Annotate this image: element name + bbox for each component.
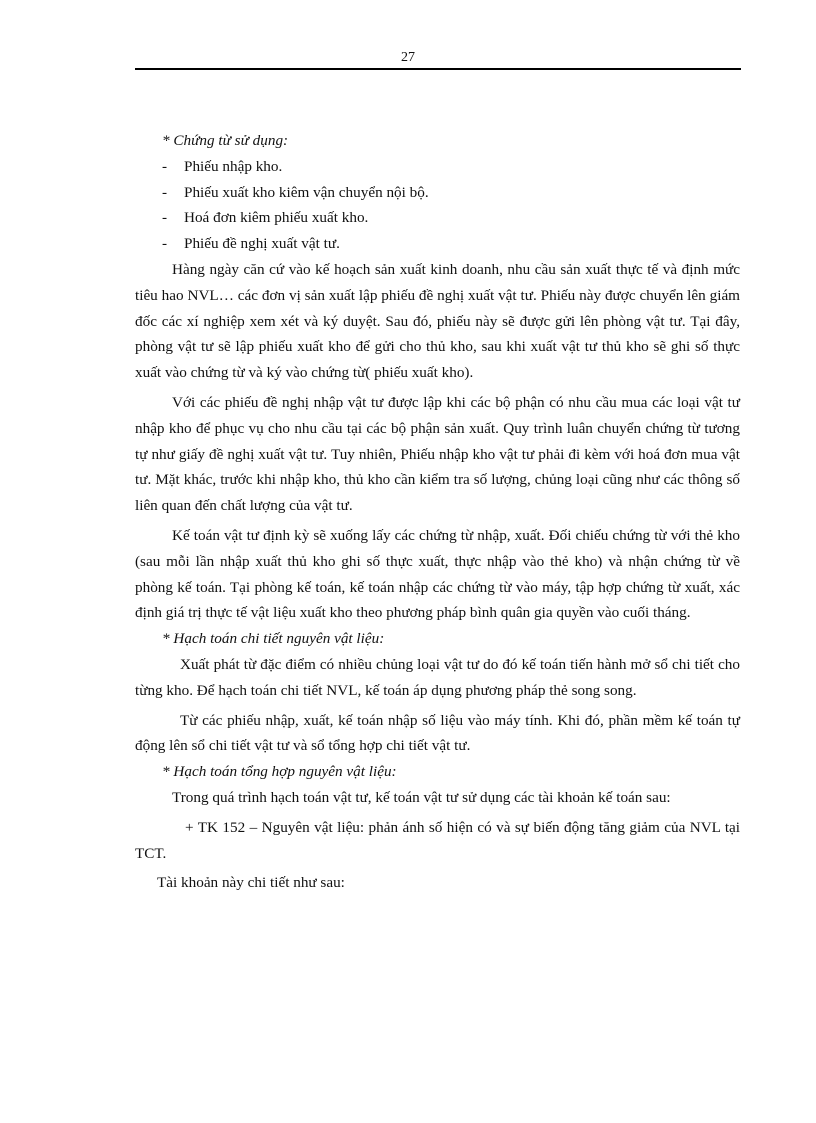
- dash-bullet: -: [162, 157, 168, 175]
- section-heading-documents: * Chứng từ sử dụng:: [162, 132, 289, 149]
- paragraph-tk152: + TK 152 – Nguyên vật liệu: phản ánh số hiện có và sự biến động tăng giảm của NVL tại TCT.: [135, 818, 740, 862]
- dash-bullet: -: [162, 209, 168, 227]
- list-item-text: Phiếu xuất kho kiêm vận chuyển nội bộ.: [184, 183, 429, 201]
- dash-bullet: -: [162, 183, 168, 201]
- list-item-text: Phiếu đề nghị xuất vật tư.: [184, 235, 340, 253]
- document-body: [135, 128, 740, 896]
- list-item: [135, 205, 740, 231]
- dash-bullet: -: [162, 235, 168, 253]
- paragraph-account-detail: Tài khoản này chi tiết như sau:: [157, 874, 345, 892]
- list-item: [135, 231, 740, 257]
- paragraph-receipt-request: Với các phiếu đề nghị nhập vật tư được lập khi các bộ phận có nhu cầu mua các loại vật tư nhập kho để phục vụ cho nhu cầu tại các bộ phận sản xuất. Quy trình luân chuyển chứng từ tương tự như giấy đề nghị xuất vật tư. Tuy nhiên, Phiếu nhập kho vật tư phải đi kèm với hoá đơn mua vật tư. Mặt khác, trước khi nhập kho, thủ kho cần kiểm tra số lượng, chủng loại cũng như các thông số liên quan đến chất lượng của vật tư.: [135, 393, 740, 515]
- paragraph-daily-process: Hàng ngày căn cứ vào kế hoạch sản xuất kinh doanh, nhu cầu sản xuất thực tế và định mức tiêu hao NVL… các đơn vị sản xuất lập phiếu đề nghị xuất vật tư. Phiếu này được chuyển lên giám đốc các xí nghiệp xem xét và ký duyệt. Sau đó, phiếu này sẽ được gửi lên phòng vật tư. Tại đây, phòng vật tư sẽ lập phiếu xuất kho để gửi cho thủ kho, sau khi xuất vật tư thủ kho sẽ ghi số thực xuất vào chứng từ và ký vào chứng từ( phiếu xuất kho).: [135, 260, 740, 382]
- section-heading-detail-accounting: * Hạch toán chi tiết nguyên vật liệu:: [162, 630, 385, 648]
- page-number: 27: [401, 50, 415, 65]
- list-item-text: Hoá đơn kiêm phiếu xuất kho.: [184, 209, 369, 227]
- list-item-text: Phiếu nhập kho.: [184, 157, 283, 175]
- section-heading-general-accounting: * Hạch toán tổng hợp nguyên vật liệu:: [162, 763, 397, 781]
- paragraph-accounts-used: Trong quá trình hạch toán vật tư, kế toán vật tư sử dụng các tài khoản kế toán sau:: [172, 788, 671, 806]
- list-item: [135, 154, 740, 180]
- paragraph-detail-ledger: Xuất phát từ đặc điểm có nhiều chủng loại vật tư do đó kế toán tiến hành mở sổ chi tiết cho từng kho. Để hạch toán chi tiết NVL, kế toán áp dụng phương pháp thẻ song song.: [135, 655, 740, 699]
- documents-list: [135, 154, 740, 257]
- paragraph-software: Từ các phiếu nhập, xuất, kế toán nhập số liệu vào máy tính. Khi đó, phần mềm kế toán tự động lên sổ chi tiết vật tư và sổ tổng hợp chi tiết vật tư.: [135, 711, 740, 755]
- list-item: [135, 180, 740, 206]
- header-rule: [135, 68, 741, 70]
- paragraph-accountant-collect: Kế toán vật tư định kỳ sẽ xuống lấy các chứng từ nhập, xuất. Đối chiếu chứng từ với thẻ kho (sau mỗi lần nhập xuất thủ kho ghi số thực xuất, thực nhập vào thẻ kho) và nhận chứng từ về phòng kế toán. Tại phòng kế toán, kế toán nhập các chứng từ vào máy, tập hợp chứng từ xuất, xác định giá trị thực tế vật liệu xuất kho theo phương pháp bình quân gia quyền vào cuối tháng.: [135, 526, 740, 622]
